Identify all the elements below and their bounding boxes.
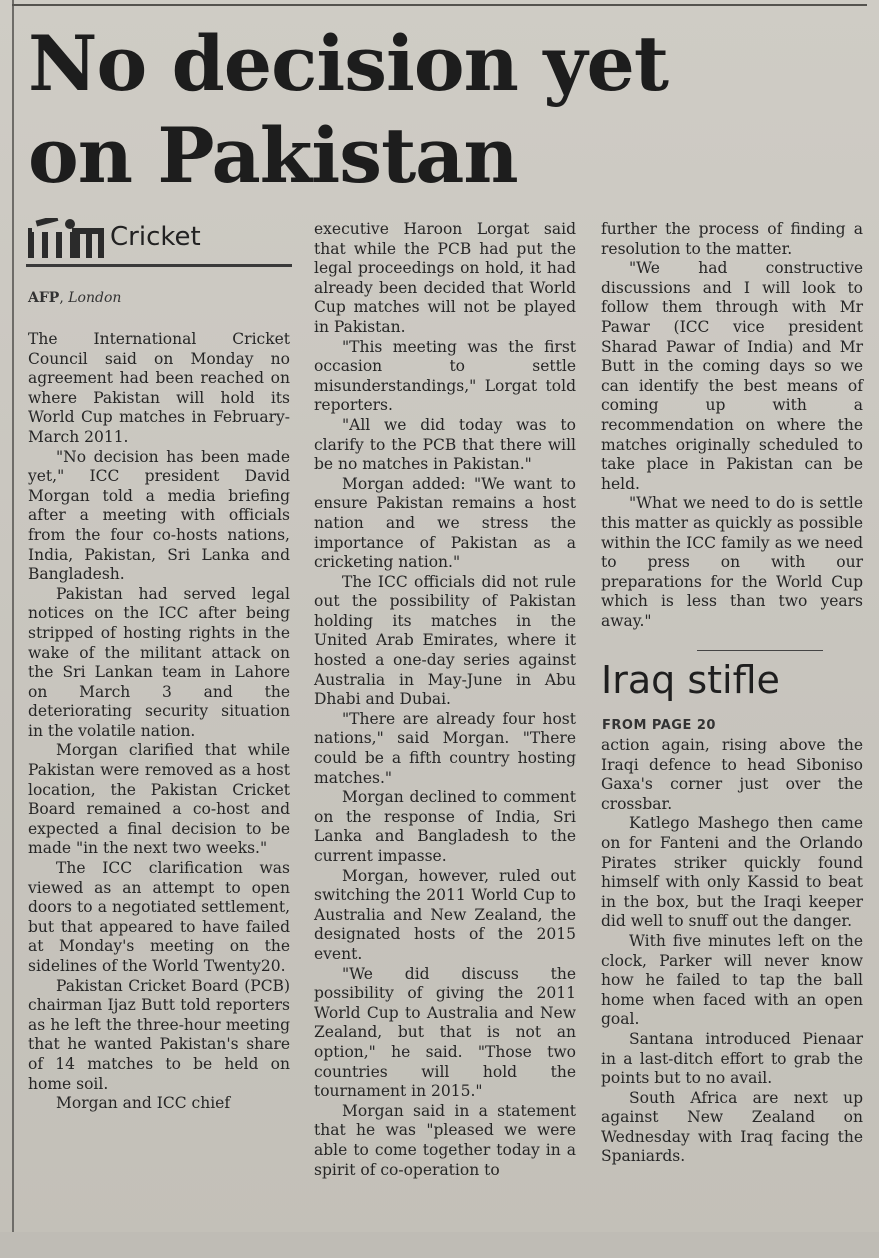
- article-paragraph: "This meeting was the first occasion to settle misunderstandings," Lorgat told reporters.: [314, 337, 576, 415]
- article-paragraph: Pakistan had served legal notices on the ICC after being stripped of hosting rights in the wake of the militant attack on the Sri Lankan team in Lahore on March 3 and the deteriorating security situation in the volatile nation.: [28, 584, 290, 740]
- article-paragraph: Katlego Mashego then came on for Fanteni and the Orlando Pirates striker quickly found himself with only Kassid to beat in the box, but the Iraqi keeper did well to snuff out the danger.: [601, 814, 863, 931]
- article-paragraph: Morgan and ICC chief: [56, 1094, 231, 1113]
- article-paragraph: The International Cricket Council said on Monday no agreement had been reached on where Pakistan will hold its World Cup matches in February-March 2011.: [28, 330, 290, 446]
- article-paragraph: "All we did today was to clarify to the PCB that there will be no matches in Pakistan.": [314, 415, 576, 474]
- article-paragraph: The ICC officials did not rule out the possibility of Pakistan holding its matches in the United Arab Emirates, where it hosted a one-day series against Australia in May-June in Abu Dhabi and Dubai.: [314, 572, 576, 709]
- article-paragraph: South Africa are next up against New Zealand on Wednesday with Iraq facing the Spaniards.: [601, 1088, 863, 1166]
- cricket-stumps-icon: [26, 218, 106, 258]
- article-paragraph: "We did discuss the possibility of giving the 2011 World Cup to Australia and New Zealand, but that is not an option," he said. "Those two countries will hold the tournament in 2015.": [314, 964, 576, 1101]
- article-paragraph: "No decision has been made yet," ICC president David Morgan told a media briefing after a meeting with officials from the four co-hosts nations, India, Pakistan, Sri Lanka and Bangladesh.: [28, 447, 290, 584]
- section-tag: [26, 216, 292, 267]
- article-paragraph: executive Haroon Lorgat said that while the PCB had put the legal proceedings on hold, it had already been decided that World Cup matches will not be played in Pakistan.: [314, 220, 576, 336]
- byline-place: London: [68, 290, 122, 306]
- article-column-3: [601, 220, 863, 631]
- second-story-headline: Iraq stifle: [601, 658, 780, 702]
- article-paragraph: further the process of finding a resolution to the matter.: [601, 220, 863, 258]
- article-paragraph: action again, rising above the Iraqi defence to head Siboniso Gaxa's corner just over the crossbar.: [601, 736, 863, 813]
- article-paragraph: Morgan, however, ruled out switching the 2011 World Cup to Australia and New Zealand, the designated hosts of the 2015 event.: [314, 866, 576, 963]
- second-story-column: [601, 736, 863, 1167]
- article-column-2: [314, 220, 576, 1180]
- article-paragraph: With five minutes left on the clock, Parker will never know how he failed to tap the ball home when faced with an open goal.: [601, 931, 863, 1029]
- jump-line: FROM PAGE 20: [602, 718, 716, 733]
- article-paragraph: Santana introduced Pienaar in a last-ditch effort to grab the points but to no avail.: [601, 1029, 863, 1088]
- story-divider: [697, 650, 823, 651]
- article-paragraph: "We had constructive discussions and I will look to follow them through with Mr Pawar (ICC vice president Sharad Pawar of India) and Mr Butt in the coming days so we can identify the best means of coming up with a recommendation on where the matches originally scheduled to take place in Pakistan can be held.: [601, 259, 863, 493]
- article-paragraph: "There are already four host nations," said Morgan. "There could be a fifth country hosting matches.": [314, 709, 576, 787]
- column-rule-top: [12, 4, 867, 6]
- article-paragraph: Morgan said in a statement that he was "pleased we were able to come together today in a spirit of co-operation to: [314, 1101, 576, 1179]
- article-paragraph: Pakistan Cricket Board (PCB) chairman Ijaz Butt told reporters as he left the three-hour meeting that he wanted Pakistan's share of 14 matches to be held on home soil.: [28, 976, 290, 1093]
- article-paragraph: Morgan declined to comment on the response of India, Sri Lanka and Bangladesh to the current impasse.: [314, 788, 576, 865]
- byline: AFP, London: [28, 290, 122, 306]
- byline-agency: AFP: [28, 290, 60, 306]
- article-paragraph: Morgan added: "We want to ensure Pakistan remains a host nation and we stress the importance of Pakistan as a cricketing nation.": [314, 474, 576, 572]
- headline: No decision yet on Pakistan: [28, 19, 668, 200]
- article-paragraph: The ICC clarification was viewed as an attempt to open doors to a negotiated settlement, but that appeared to have failed at Monday's meeting on the sidelines of the World Twenty20.: [28, 859, 290, 975]
- article-paragraph: "What we need to do is settle this matter as quickly as possible within the ICC family as we need to press on with our preparations for the World Cup which is less than two years away.": [601, 494, 863, 630]
- section-label: Cricket: [110, 222, 201, 252]
- article-column-1: [28, 330, 290, 1114]
- column-rule-left: [12, 0, 14, 1235]
- page-bottom-margin: [0, 1232, 879, 1258]
- article-paragraph: Morgan clarified that while Pakistan were removed as a host location, the Pakistan Cricket Board remained a co-host and expected a final decision to be made "in the next two weeks.": [28, 741, 290, 858]
